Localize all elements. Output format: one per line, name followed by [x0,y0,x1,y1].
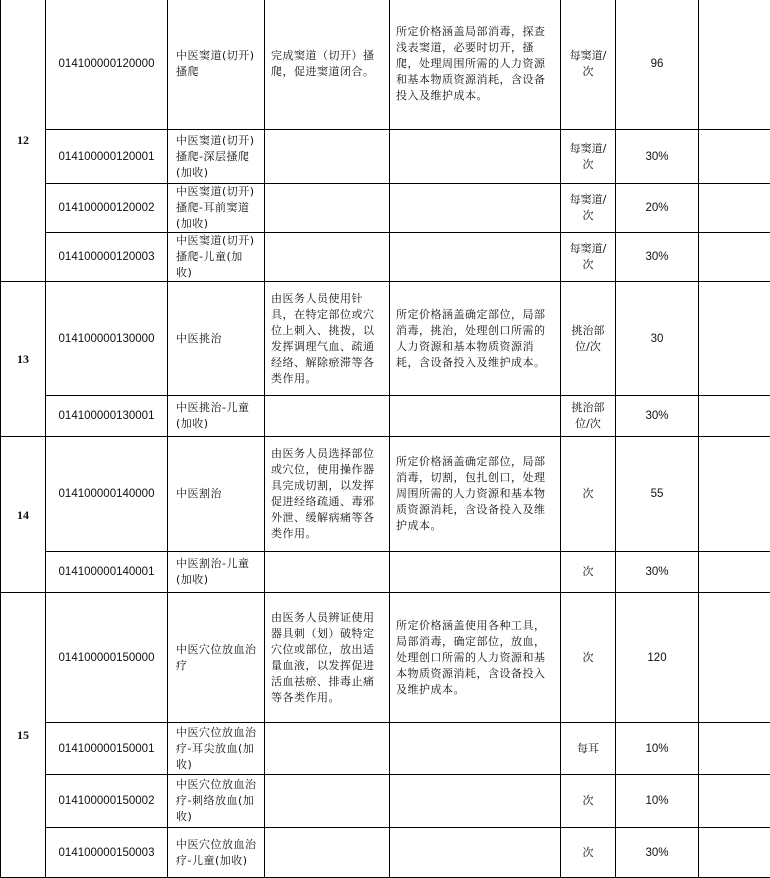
content-cell [265,775,390,828]
code-cell: 014100000120003 [46,233,168,282]
note-cell [699,552,770,593]
unit-cell: 每窦道/次 [561,0,616,130]
scope-cell [390,233,561,282]
table-row [1,552,770,593]
code-cell: 014100000150003 [46,828,168,878]
content-cell [265,723,390,775]
content-cell [265,130,390,184]
table-row [1,282,770,396]
code-cell: 014100000120000 [46,0,168,130]
table-row [1,0,770,130]
code-cell: 014100000150002 [46,775,168,828]
code-cell: 014100000120001 [46,130,168,184]
price-cell: 96 [616,0,699,130]
seq-cell: 13 [1,282,46,437]
unit-cell: 每窦道/次 [561,130,616,184]
name-cell: 中医穴位放血治疗 [168,593,265,723]
price-cell: 30% [616,130,699,184]
scope-cell: 所定价格涵盖局部消毒，探查浅表窦道，必要时切开，搔爬，处理周围所需的人力资源和基本物质资源消耗，含设备投入及维护成本。 [390,0,561,130]
table-row [1,233,770,282]
scope-cell [390,828,561,878]
scope-cell [390,396,561,437]
table-row [1,396,770,437]
unit-cell: 挑治部位/次 [561,282,616,396]
table-row [1,593,770,723]
name-cell: 中医窦道(切开)搔爬-深层搔爬(加收) [168,130,265,184]
name-cell: 中医窦道(切开)搔爬-儿童(加收) [168,233,265,282]
table-row [1,828,770,878]
code-cell: 014100000150000 [46,593,168,723]
scope-cell [390,775,561,828]
content-cell [265,184,390,233]
seq-cell: 15 [1,593,46,878]
content-cell [265,552,390,593]
table-row [1,184,770,233]
price-cell: 30% [616,396,699,437]
content-cell: 由医务人员辨证使用器具刺（划）破特定穴位或部位，放出适量血液，以发挥促进活血祛瘀、排毒止痛等各类作用。 [265,593,390,723]
content-cell: 由医务人员使用针具，在特定部位或穴位上刺入、挑拨，以发挥调理气血、疏通经络、解除瘀滞等各类作用。 [265,282,390,396]
seq-cell: 14 [1,437,46,593]
name-cell: 中医穴位放血治疗-耳尖放血(加收) [168,723,265,775]
note-cell [699,130,770,184]
scope-cell [390,130,561,184]
scope-cell [390,184,561,233]
note-cell [699,828,770,878]
scope-cell: 所定价格涵盖确定部位，局部消毒，挑治，处理创口所需的人力资源和基本物质资源消耗，含设备投入及维护成本。 [390,282,561,396]
price-cell: 30% [616,828,699,878]
price-cell: 30 [616,282,699,396]
seq-cell: 12 [1,0,46,282]
code-cell: 014100000140000 [46,437,168,552]
scope-cell: 所定价格涵盖确定部位，局部消毒，切割，包扎创口，处理周围所需的人力资源和基本物质资源消耗，含设备投入及维护成本。 [390,437,561,552]
content-cell [265,233,390,282]
code-cell: 014100000150001 [46,723,168,775]
price-cell: 10% [616,723,699,775]
unit-cell: 次 [561,552,616,593]
unit-cell: 每窦道/次 [561,233,616,282]
unit-cell: 次 [561,828,616,878]
note-cell [699,437,770,552]
content-cell [265,396,390,437]
code-cell: 014100000130001 [46,396,168,437]
note-cell [699,775,770,828]
name-cell: 中医窦道(切开)搔爬-耳前窦道(加收) [168,184,265,233]
price-cell: 10% [616,775,699,828]
name-cell: 中医割治 [168,437,265,552]
unit-cell: 每耳 [561,723,616,775]
content-cell: 完成窦道（切开）搔爬，促进窦道闭合。 [265,0,390,130]
price-cell: 120 [616,593,699,723]
name-cell: 中医割治-儿童(加收) [168,552,265,593]
note-cell [699,723,770,775]
name-cell: 中医挑治-儿童(加收) [168,396,265,437]
note-cell [699,396,770,437]
code-cell: 014100000120002 [46,184,168,233]
note-cell [699,282,770,396]
table-row [1,130,770,184]
unit-cell: 挑治部位/次 [561,396,616,437]
unit-cell: 每窦道/次 [561,184,616,233]
price-cell: 20% [616,184,699,233]
note-cell [699,0,770,130]
table-body [1,0,770,878]
name-cell: 中医窦道(切开)搔爬 [168,0,265,130]
price-cell: 30% [616,233,699,282]
scope-cell [390,552,561,593]
unit-cell: 次 [561,593,616,723]
scope-cell [390,723,561,775]
unit-cell: 次 [561,437,616,552]
scope-cell: 所定价格涵盖使用各种工具，局部消毒，确定部位，放血，处理创口所需的人力资源和基本物质资源消耗，含设备投入及维护成本。 [390,593,561,723]
name-cell: 中医穴位放血治疗-刺络放血(加收) [168,775,265,828]
content-cell: 由医务人员选择部位或穴位，使用操作器具完成切割，以发挥促进经络疏通、毒邪外泄、缓解病痛等各类作用。 [265,437,390,552]
code-cell: 014100000130000 [46,282,168,396]
price-cell: 30% [616,552,699,593]
price-cell: 55 [616,437,699,552]
code-cell: 014100000140001 [46,552,168,593]
note-cell [699,233,770,282]
note-cell [699,184,770,233]
table-row [1,775,770,828]
name-cell: 中医穴位放血治疗-儿童(加收) [168,828,265,878]
table-row [1,723,770,775]
name-cell: 中医挑治 [168,282,265,396]
table-row [1,437,770,552]
unit-cell: 次 [561,775,616,828]
note-cell [699,593,770,723]
content-cell [265,828,390,878]
